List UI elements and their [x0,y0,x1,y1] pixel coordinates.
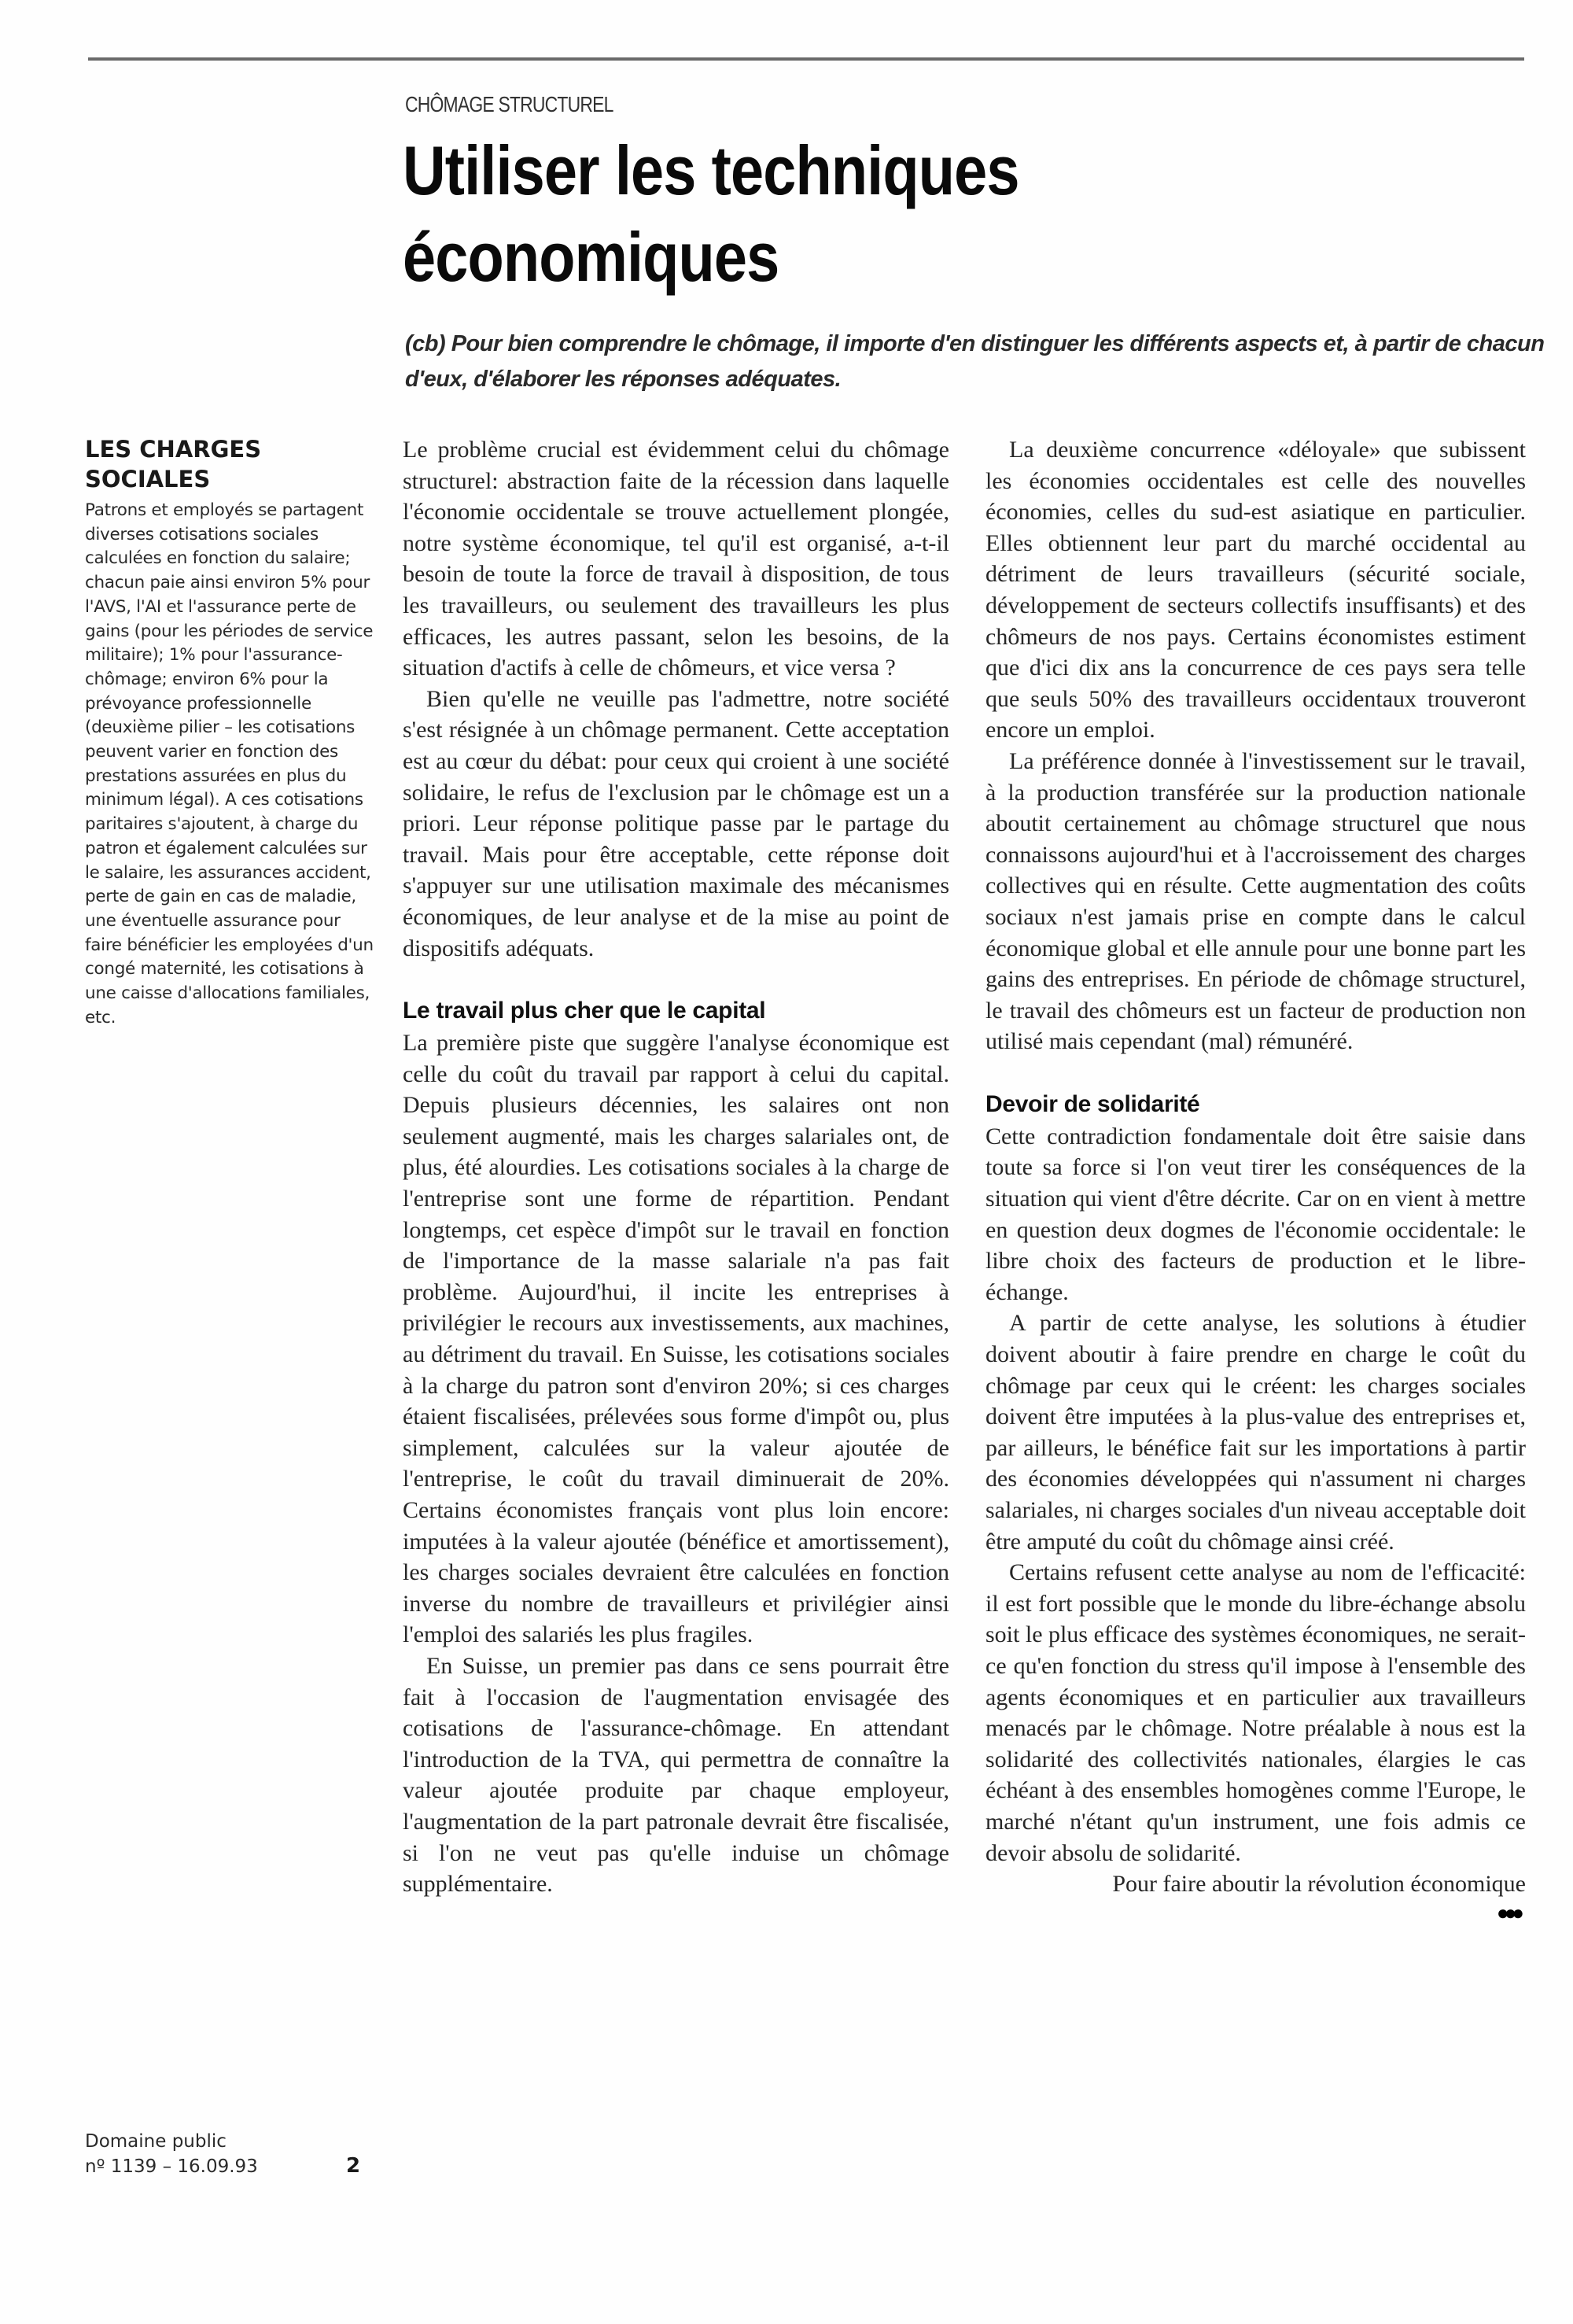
top-rule-divider [88,57,1524,61]
paragraph: Bien qu'elle ne veuille pas l'admettre, notre société s'est résignée à un chômage permanent. Cette acceptation est au cœur du débat: pour ceux qui croient à une société solidaire, le refus de l'exclusion par le chômage est un a priori. Leur réponse politique passe par le partage du travail. Mais pour être acceptable, cette réponse doit s'appuyer sur une utilisation maximale des mécanismes économiques, de leur analyse et de la mise au point de dispositifs adéquats. [403,685,949,961]
sidebar-title: LES CHARGES SOCIALES [85,436,262,492]
page-number: 2 [346,2154,361,2178]
sidebar-body: Patrons et employés se partagent diverses cotisations sociales calculées en fonction du salaire; chacun paie ainsi environ 5% pour l'AVS, l'AI et l'assurance perte de gains (pour les périodes de service militaire); 1% pour l'assurance-chômage; environ 6% pour la prévoyance professionnelle (deuxième pilier – les cotisations peuvent varier en fonction des prestations assurées en plus du minimum légal). A ces cotisations paritaires s'ajoutent, à charge du patron et également calculées sur le salaire, les assurances accident, perte de gain en cas de maladie, une éventuelle assurance pour faire bénéficier les employées d'un congé maternité, les cotisations à une caisse d'allocations familiales, etc. [85,500,374,1027]
paragraph: Certains refusent cette analyse au nom de l'efficacité: il est fort possible que le monde du libre-échange absolu soit le plus efficace des systèmes économiques, ne serait-ce qu'en fonction du stress qu'il impose à l'ensemble des agents économiques et en particulier aux travailleurs menacés par le chômage. Notre préalable à nous est la solidarité des collectivités nationales, élargies le cas échéant à des ensembles homogènes comme l'Europe, le marché n'étant qu'un instrument, une fois admis ce devoir absolu de solidarité. [985,1559,1526,1866]
article-column-right [985,434,1526,1925]
article-lead: (cb) Pour bien comprendre le chômage, il importe d'en distinguer les différents aspects et, à partir de chacun d'eux, d'élaborer les réponses adéquates. [405,331,1545,392]
issue-number-date: nº 1139 – 16.09.93 [85,2156,258,2177]
sidebar-box-charges-sociales [85,434,376,1030]
paragraph: Pour faire aboutir la révolution économique [1112,1871,1526,1898]
paragraph: A partir de cette analyse, les solutions à étudier doivent aboutir à faire prendre en charge le coût du chômage par ceux qui le créent: les charges sociales doivent être imputées à la plus-value des entreprises et, par ailleurs, le bénéfice fait sur les importations à partir des économies développées qui n'assument ni charges salariales, ni charges sociales d'un niveau acceptable doit être amputé du coût du chômage ainsi créé. [985,1310,1526,1555]
paragraph: En Suisse, un premier pas dans ce sens pourrait être fait à l'occasion de l'augmentation envisagée des cotisations de l'assurance-chômage. En attendant l'introduction de la TVA, qui permettra de connaître la valeur ajoutée produite par chaque employeur, l'augmentation de la part patronale devrait être fiscalisée, si l'on ne veut pas qu'elle induise un chômage supplémentaire. [403,1652,949,1898]
page-footer [85,2129,384,2179]
continued-dots-icon: ●●● [1496,1901,1520,1924]
subheading: Le travail plus cher que le capital [403,998,766,1024]
section-kicker: CHÔMAGE STRUCTUREL [405,92,613,116]
paragraph: La deuxième concurrence «déloyale» que subissent les économies occidentales est celle des nouvelles économies, celles du sud-est asiatique en particulier. Elles obtiennent leur part du marché occidental au détriment de leurs travailleurs (sécurité sociale, développement de secteurs collectifs insuffisants) et des chômeurs de nos pays. Certains économistes estiment que d'ici dix ans la concurrence de ces pays sera telle que seuls 50% des travailleurs occidentaux trouveront encore un emploi. [985,437,1526,743]
paragraph: La préférence donnée à l'investissement sur le travail, à la production transférée sur la production nationale aboutit certainement au chômage structurel que nous connaissons aujourd'hui et à l'accroissement des charges collectives qui en résulte. Cette augmentation des coûts sociaux n'est jamais prise en compte dans le calcul économique global et elle annule pour une bonne part les gains des entreprises. En période de chômage structurel, le travail des chômeurs est un facteur de production non utilisé mais cependant (mal) rémunéré. [985,747,1526,1055]
publication-name: Domaine public [85,2131,227,2152]
paragraph: La première piste que suggère l'analyse économique est celle du coût du travail par rapport à celui du capital. Depuis plusieurs décennies, les salaires ont non seulement augmenté, mais les charges salariales ont, de plus, été alourdies. Les cotisations sociales à la charge de l'entreprise sont une forme de répartition. Pendant longtemps, cet espèce d'impôt sur le travail en fonction de l'importance de la masse salariale n'a pas fait problème. Aujourd'hui, il incite les entreprises à privilégier le recours aux investissements, aux machines, au détriment du travail. En Suisse, les cotisations sociales à la charge du patron sont d'environ 20%; si ces charges étaient fiscalisées, prélevées sous forme d'impôt ou, plus simplement, calculées sur la valeur ajoutée de l'entreprise, le coût du travail diminuerait de 20%. Certains économistes français vont plus loin encore: imputées à la valeur ajoutée (bénéfice et amortissement), les charges sociales devraient être calculées en fonction inverse du nombre de travailleurs et privilégier ainsi l'emploi des salariés les plus fragiles. [403,1030,949,1648]
subheading: Devoir de solidarité [985,1090,1200,1117]
article-title: Utiliser les techniques économiques [403,131,1019,296]
paragraph: Cette contradiction fondamentale doit être saisie dans toute sa force si l'on veut tirer les conséquences de la situation qui vient d'être décrite. Car on en vient à mettre en question deux dogmes de l'économie occidentale: le libre choix des facteurs de production et le libre-échange. [985,1123,1526,1305]
paragraph: Le problème crucial est évidemment celui du chômage structurel: abstraction faite de la récession dans laquelle l'économie occidentale se trouve actuellement plongée, notre système économique, tel qu'il est organisé, a-t-il besoin de toute la force de travail à disposition, de tous les travailleurs, ou seulement des travailleurs les plus efficaces, les autres passant, selon les besoins, de la situation d'actifs à celle de chômeurs, et vice versa ? [403,437,949,681]
article-column-middle [403,434,949,1900]
